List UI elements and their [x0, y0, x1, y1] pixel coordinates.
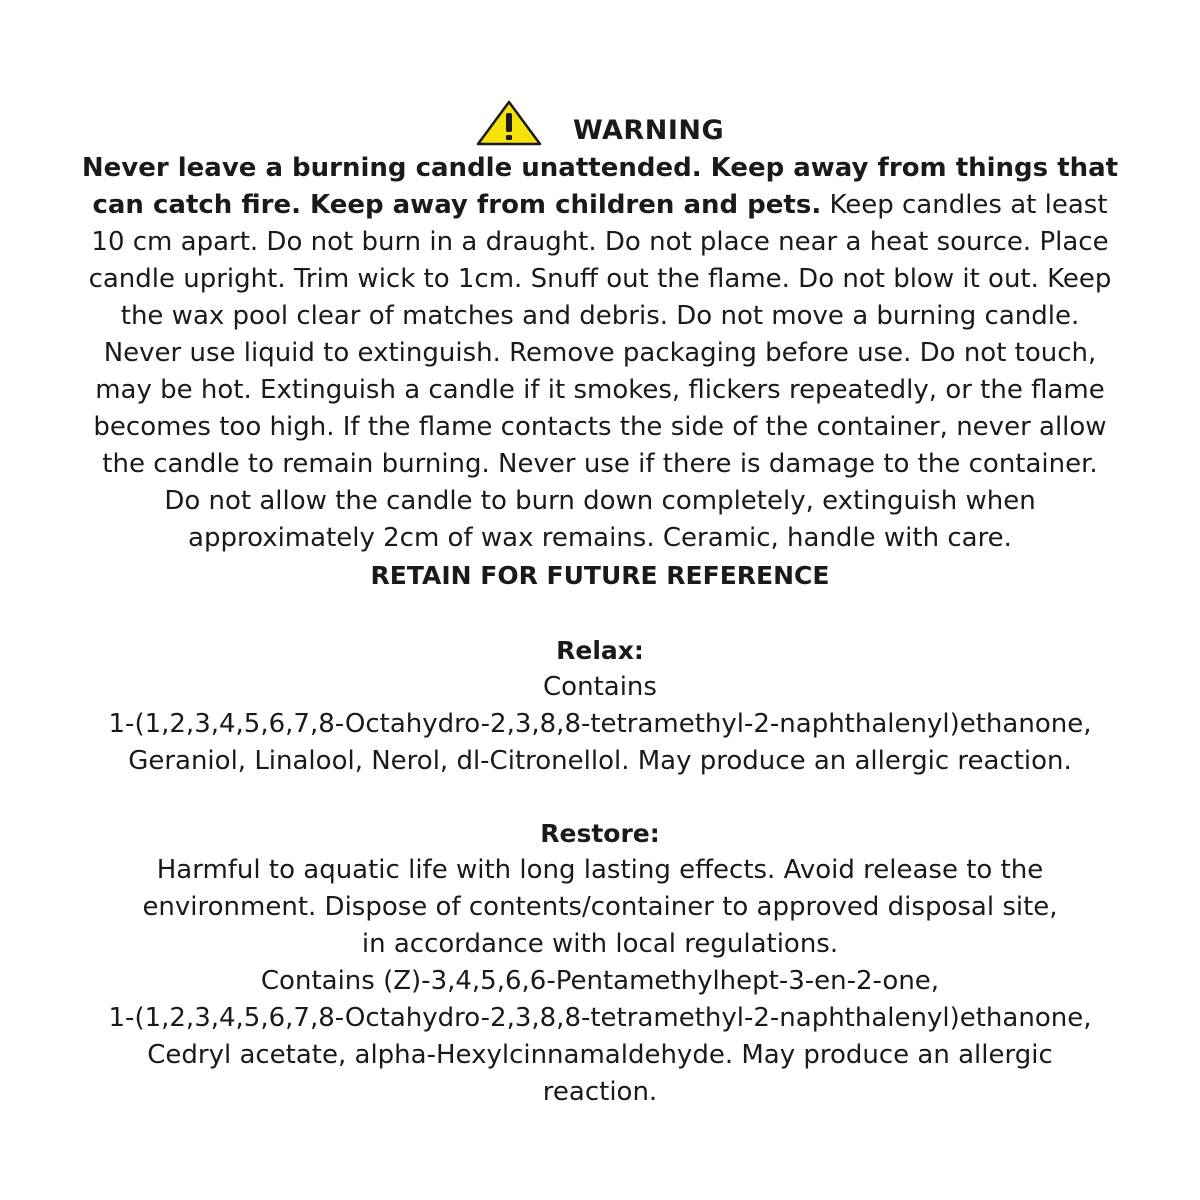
warning-line: candle upright. Trim wick to 1cm. Snuff out the flame. Do not blow it out. Keep [88, 264, 1112, 294]
restore-line: Contains (Z)-3,4,5,6,6-Pentamethylhept-3-en-2-one, [260, 966, 940, 996]
restore-line: Harmful to aquatic life with long lasting effects. Avoid release to the [156, 855, 1044, 885]
relax-line: Contains [543, 672, 657, 702]
relax-title: Relax: [556, 636, 644, 665]
restore-line: reaction. [542, 1077, 658, 1107]
warning-line: Never leave a burning candle unattended. Keep away from things that [81, 153, 1119, 183]
warning-line: becomes too high. If the flame contacts the side of the container, never allow [93, 412, 1107, 442]
restore-section [40, 815, 1160, 1111]
warning-text [40, 150, 1160, 557]
restore-line: 1-(1,2,3,4,5,6,7,8-Octahydro-2,3,8,8-tetramethyl-2-naphthalenyl)ethanone, [108, 1003, 1092, 1033]
warning-line: approximately 2cm of wax remains. Ceramic, handle with care. [188, 523, 1012, 553]
warning-line: 10 cm apart. Do not burn in a draught. Do not place near a heat source. Place [91, 227, 1109, 257]
warning-line: may be hot. Extinguish a candle if it smokes, flickers repeatedly, or the flame [95, 375, 1105, 405]
restore-line: in accordance with local regulations. [361, 929, 839, 959]
warning-line: Do not allow the candle to burn down completely, extinguish when [164, 486, 1036, 516]
restore-title: Restore: [540, 819, 660, 848]
relax-section [40, 632, 1160, 780]
warning-header [0, 100, 1200, 156]
warning-line: the wax pool clear of matches and debris. Do not move a burning candle. [120, 301, 1080, 331]
warning-line: can catch fire. Keep away from children and pets. Keep candles at least [92, 190, 1108, 220]
warning-line: Never use liquid to extinguish. Remove packaging before use. Do not touch, [103, 338, 1097, 368]
warning-line: the candle to remain burning. Never use if there is damage to the container. [102, 449, 1098, 479]
retain-notice: RETAIN FOR FUTURE REFERENCE [370, 561, 830, 590]
restore-line: Cedryl acetate, alpha-Hexylcinnamaldehyde. May produce an allergic [147, 1040, 1053, 1070]
warning-title: WARNING [572, 114, 725, 146]
restore-line: environment. Dispose of contents/container to approved disposal site, [142, 892, 1058, 922]
relax-line: Geraniol, Linalool, Nerol, dl-Citronellol. May produce an allergic reaction. [128, 746, 1072, 776]
warning-triangle-icon [476, 100, 542, 146]
relax-line: 1-(1,2,3,4,5,6,7,8-Octahydro-2,3,8,8-tetramethyl-2-naphthalenyl)ethanone, [108, 709, 1092, 739]
